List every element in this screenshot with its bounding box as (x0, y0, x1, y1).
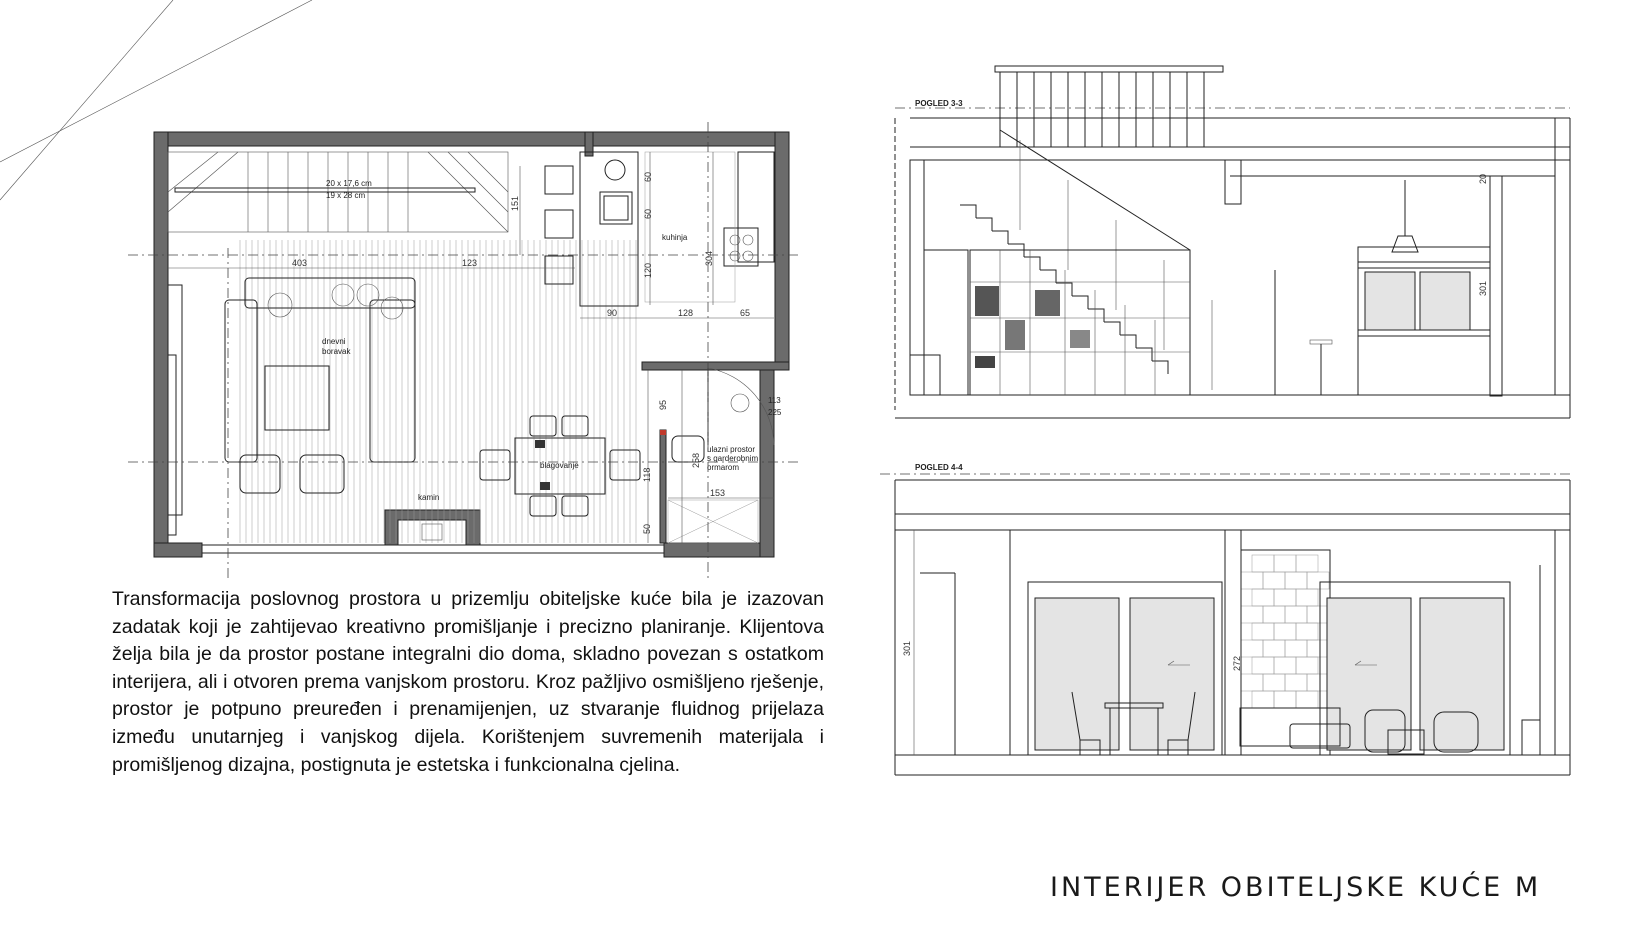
dim-113: 113 (768, 396, 781, 405)
dim-304: 304 (704, 250, 714, 266)
dim-128: 128 (678, 308, 694, 318)
chimney-tile (1296, 691, 1318, 708)
glazed-door-right (1320, 582, 1510, 755)
chimney-tile (1252, 657, 1274, 674)
chimney-tile (1274, 623, 1296, 640)
room-label-fireplace: kamin (418, 493, 440, 502)
dim-60-b: 60 (643, 208, 653, 219)
section-a-dim-301: 301 (1478, 280, 1488, 296)
dim-50: 50 (642, 523, 652, 534)
chimney-tile (1285, 606, 1307, 623)
page-title: INTERIJER OBITELJSKE KUĆE M (1050, 872, 1542, 903)
chimney-tile (1263, 606, 1285, 623)
dim-90: 90 (607, 308, 618, 318)
chimney-tile (1285, 572, 1307, 589)
room-label-kitchen: kuhinja (662, 233, 688, 242)
section-b-dim-301: 301 (902, 640, 912, 656)
glazed-door-left (1028, 582, 1222, 755)
section-b-dim-272: 272 (1232, 655, 1242, 671)
chimney-tile (1285, 640, 1307, 657)
chimney-tile (1241, 572, 1263, 589)
stair-note-1: 20 x 17,6 cm (326, 179, 372, 188)
room-label-dining: blagovanje (540, 461, 579, 470)
section-a-label: POGLED 3-3 (915, 99, 963, 108)
chimney-tile (1274, 691, 1296, 708)
stair-note-2: 19 x 28 cm (326, 191, 366, 200)
dim-403: 403 (292, 258, 308, 268)
dim-60-a: 60 (643, 171, 653, 182)
chimney-tile (1307, 640, 1329, 657)
chimney-tile (1274, 657, 1296, 674)
chimney-tile (1296, 555, 1318, 572)
dim-258: 258 (691, 452, 701, 468)
dim-151: 151 (510, 195, 520, 211)
chimney-tile (1296, 589, 1318, 606)
dim-153: 153 (710, 488, 726, 498)
project-description: Transformacija poslovnog prostora u prizemlju obiteljske kuće bila je izazovan zadatak koji je zahtijevao kreativno promišljanje i precizno planiranje. Klijentova želja bila je da prostor postane integralni dio doma, skladno povezan s ostatkom interijera, ali i otvoren prema vanjskom prostoru. Kroz pažljivo osmišljeno rješenje, prostor je potpuno preuređen i prenamijenjen, uz stvaranje fluidnog prijelaza između unutarnjeg i vanjskog dijela. Korištenjem suvremenih materijala i promišljenog dizajna, postignuta je estetska i funkcionalna cjelina. (112, 588, 824, 776)
chimney-tile (1263, 640, 1285, 657)
chimney-tile (1241, 640, 1263, 657)
room-label-entry-1: ulazni prostor (707, 445, 756, 454)
chimney-tile (1307, 606, 1329, 623)
chimney-tile (1296, 623, 1318, 640)
room-label-living-2: boravak (322, 347, 351, 356)
dim-118: 118 (642, 467, 652, 482)
dim-95: 95 (658, 399, 668, 410)
dim-120: 120 (643, 262, 653, 278)
section-b-label: POGLED 4-4 (915, 463, 963, 472)
room-label-entry-3: ormarom (707, 463, 740, 472)
chimney-tile (1252, 589, 1274, 606)
chimney-tile (1285, 674, 1307, 691)
chimney-tile (1274, 589, 1296, 606)
chimney-tile (1252, 623, 1274, 640)
chimney-tile (1296, 657, 1318, 674)
chimney-tile (1252, 691, 1274, 708)
dim-65: 65 (740, 308, 751, 318)
chimney-tile (1274, 555, 1296, 572)
chimney-tile (1263, 572, 1285, 589)
chimney-tile (1241, 674, 1263, 691)
section-a-dim-20: 20 (1478, 173, 1488, 184)
room-label-entry-2: s garderobnim (707, 454, 759, 463)
dim-123: 123 (462, 258, 478, 268)
room-label-living-1: dnevni (322, 337, 346, 346)
chimney-tile (1252, 555, 1274, 572)
chimney-tile (1241, 606, 1263, 623)
chimney-tile (1307, 674, 1329, 691)
chimney-tile (1307, 572, 1329, 589)
dim-225: 225 (768, 408, 782, 417)
chimney-tile (1263, 674, 1285, 691)
